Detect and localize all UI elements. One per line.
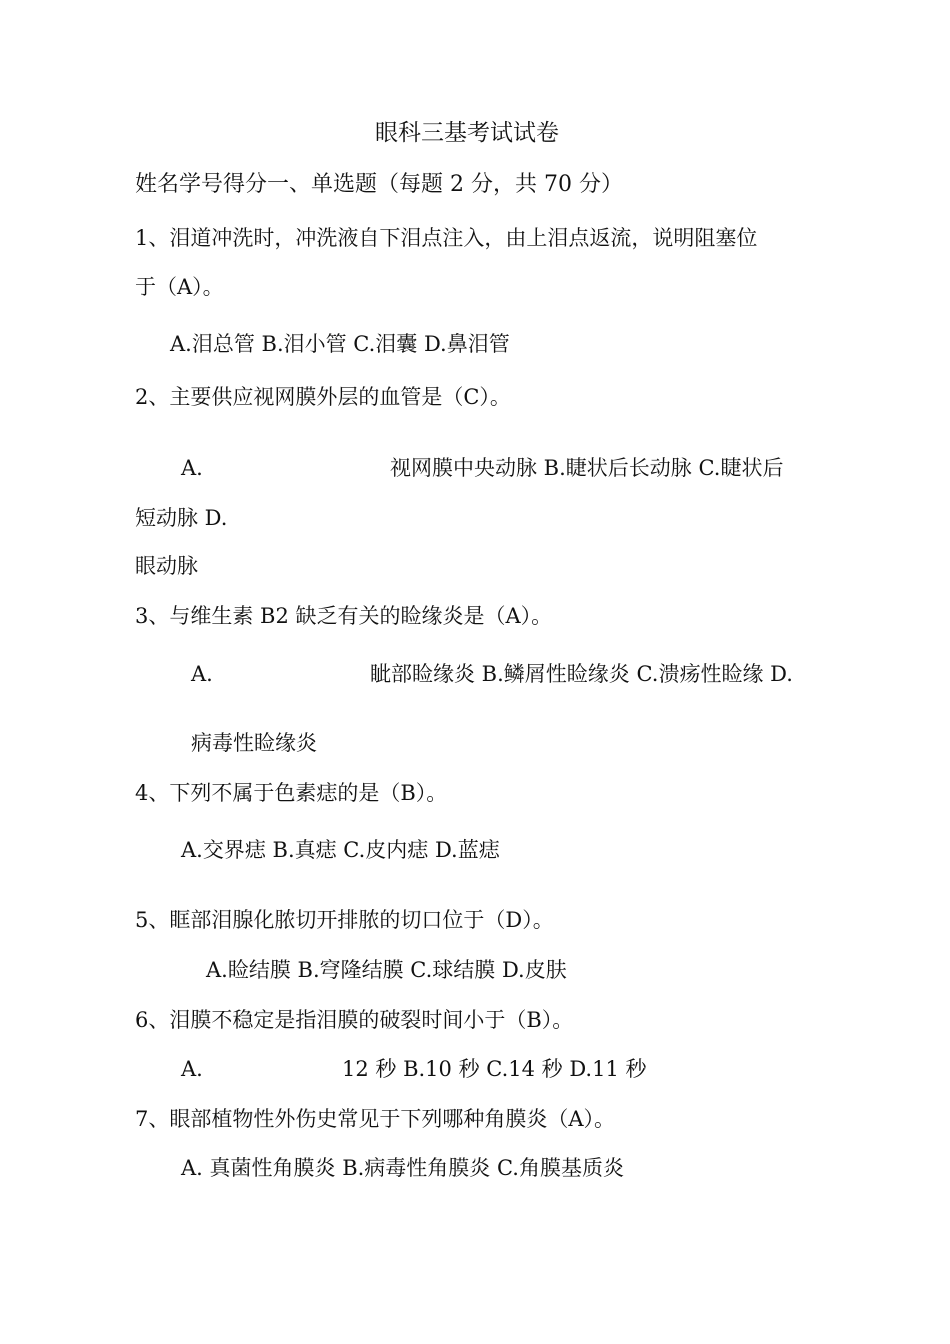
question-4-stem: 4、下列不属于色素痣的是（B）。: [135, 781, 448, 805]
question-4-options: A.交界痣 B.真痣 C.皮内痣 D.蓝痣: [181, 838, 500, 862]
question-2-options: 视网膜中央动脉 B.睫状后长动脉 C.睫状后: [390, 456, 784, 480]
question-2-options-cont2: 眼动脉: [135, 554, 198, 578]
question-6-option-label: A.: [181, 1057, 203, 1081]
question-7-stem: 7、眼部植物性外伤史常见于下列哪种角膜炎（A）。: [135, 1107, 616, 1131]
question-3-options-cont: 病毒性睑缘炎: [191, 731, 317, 755]
question-6-stem: 6、泪膜不稳定是指泪膜的破裂时间小于（B）。: [135, 1008, 574, 1032]
question-1-options: A.泪总管 B.泪小管 C.泪囊 D.鼻泪管: [170, 332, 510, 356]
page-title: 眼科三基考试试卷: [375, 120, 559, 146]
question-3-stem: 3、与维生素 B2 缺乏有关的睑缘炎是（A）。: [135, 604, 553, 628]
question-6-options: 12 秒 B.10 秒 C.14 秒 D.11 秒: [342, 1057, 647, 1081]
exam-header: 姓名学号得分一、单选题（每题 2 分，共 70 分）: [135, 172, 623, 197]
question-1-stem-cont: 于（A）。: [135, 275, 224, 299]
question-5-stem: 5、眶部泪腺化脓切开排脓的切口位于（D）。: [135, 908, 554, 932]
question-2-option-label: A.: [181, 456, 203, 480]
question-3-options: 眦部睑缘炎 B.鳞屑性睑缘炎 C.溃疡性睑缘 D.: [370, 662, 793, 686]
question-7-options: A. 真菌性角膜炎 B.病毒性角膜炎 C.角膜基质炎: [181, 1156, 624, 1180]
question-3-option-label: A.: [191, 662, 213, 686]
question-2-stem: 2、主要供应视网膜外层的血管是（C）。: [135, 385, 511, 409]
question-1-stem: 1、泪道冲洗时，冲洗液自下泪点注入，由上泪点返流，说明阻塞位: [135, 226, 758, 250]
question-5-options: A.睑结膜 B.穹隆结膜 C.球结膜 D.皮肤: [206, 958, 567, 982]
question-2-options-cont: 短动脉 D.: [135, 506, 228, 530]
